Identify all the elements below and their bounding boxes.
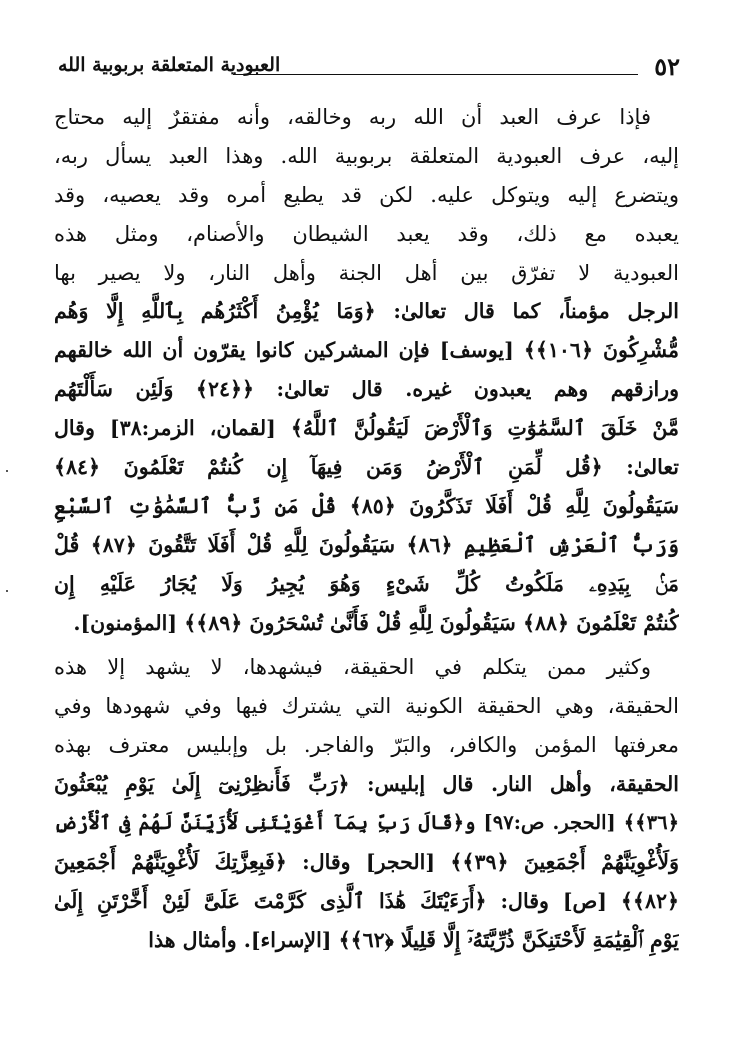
body-text [54,98,679,960]
text-line: يعبده مع ذلك، وقد يعبد الشيطان والأصنام، ومثل هذه [54,221,679,246]
text-line: مَنۢ بِيَدِهِۦ مَلَكُوتُ كُلِّ شَىْءٍ وَهُوَ يُجِيرُ وَلَا يُجَارُ عَلَيْهِ إِن [54,571,679,596]
text-line: ويتضرع إليه ويتوكل عليه. لكن قد يطيع أمره وقد يعصيه، وقد [54,182,679,207]
text-line: ﴿٨٢﴾﴾ [ص] وقال: ﴿أَرَءَيْتَكَ هَٰذَا ٱلَّذِى كَرَّمْتَ عَلَىَّ لَئِنْ أَخَّرْتَنِ إِلَىٰ [54,888,679,913]
text-line: وَرَبُّ ٱلْعَرْشِ ٱلْعَظِيمِ ﴿٨٦﴾ سَيَقُولُونَ لِلَّهِ قُلْ أَفَلَا تَتَّقُونَ ﴿٨٧﴾ قُلْ [54,532,679,557]
page-number: ٥٢ [654,52,680,81]
text-line: العبودية لا تفرّق بين أهل الجنة وأهل النار، ولا يصير بها [54,260,679,285]
text-line: مَّنْ خَلَقَ ٱلسَّمَٰوَٰتِ وَٱلْأَرْضَ لَيَقُولُنَّ ٱللَّهُ﴾ [لقمان، الزمر:٣٨] وقال [54,416,679,441]
text-line: الحقيقة، وأهل النار. قال إبليس: ﴿رَبِّ فَأَنظِرْنِىٓ إِلَىٰ يَوْمِ يُبْعَثُونَ [54,772,679,797]
page-header [58,48,680,84]
text-line: وكثير ممن يتكلم في الحقيقة، فيشهدها، لا يشهد إلا هذه [54,655,651,680]
text-line: يَوْمِ ٱلْقِيَٰمَةِ لَأَحْتَنِكَنَّ ذُرِّيَّتَهُۥٓ إِلَّا قَلِيلًا ﴿٦٢﴾﴾ [الإسراء]. وأمثال هذا [148,927,679,952]
text-line: ورازقهم وهم يعبدون غيره. قال تعالىٰ: ﴿﴿٢٤﴾ وَلَئِن سَأَلْتَهُم [54,377,679,402]
text-line: سَيَقُولُونَ لِلَّهِ قُلْ أَفَلَا تَذَكَّرُونَ ﴿٨٥﴾ قُلْ مَن رَّبُّ ٱلسَّمَٰوَٰتِ ٱلسَّبْعِ [54,493,679,518]
text-line: إليه، عرف العبودية المتعلقة بربوبية الله. وهذا العبد يسأل ربه، [54,143,679,168]
text-line: تعالىٰ: ﴿قُل لِّمَنِ ٱلْأَرْضُ وَمَن فِيهَآ إِن كُنتُمْ تَعْلَمُونَ ﴿٨٤﴾ [54,455,679,480]
text-line: معرفتها المؤمن والكافر، والبَرّ والفاجر. بل وإبليس معترف بهذه [54,733,679,758]
text-line: الرجل مؤمناً، كما قال تعالىٰ: ﴿وَمَا يُؤْمِنُ أَكْثَرُهُم بِٱللَّهِ إِلَّا وَهُم [54,299,679,324]
text-line: ﴿٣٦﴾﴾ [الحجر. ص:٩٧] و﴿قَالَ رَبِّ بِمَآ أَغْوَيْتَنِى لَأُزَيِّنَنَّ لَهُمْ فِى ٱلْأَرْضِ [54,811,679,835]
scan-speck [6,590,8,592]
text-line: الحقيقة، وهي الحقيقة الكونية التي يشترك فيها وفي شهودها وفي [54,694,679,719]
text-line: مُّشْرِكُونَ ﴿١٠٦﴾﴾ [يوسف] فإن المشركين كانوا يقرّون أن الله خالقهم [54,338,679,363]
text-line: فإذا عرف العبد أن الله ربه وخالقه، وأنه مفتقرٌ إليه محتاج [54,105,651,129]
running-title: العبودية المتعلقة بربوبية الله [58,54,281,76]
header-rule [233,74,638,75]
scan-speck [6,470,8,472]
text-line: كُنتُمْ تَعْلَمُونَ ﴿٨٨﴾ سَيَقُولُونَ لِلَّهِ قُلْ فَأَنَّىٰ تُسْحَرُونَ ﴿٨٩﴾﴾ [المؤمنون]. [73,610,679,635]
text-line: وَلَأُغْوِيَنَّهُمْ أَجْمَعِينَ ﴿٣٩﴾﴾ [الحجر] وقال: ﴿فَبِعِزَّتِكَ لَأُغْوِيَنَّهُمْ أَجْمَعِينَ [54,849,679,874]
